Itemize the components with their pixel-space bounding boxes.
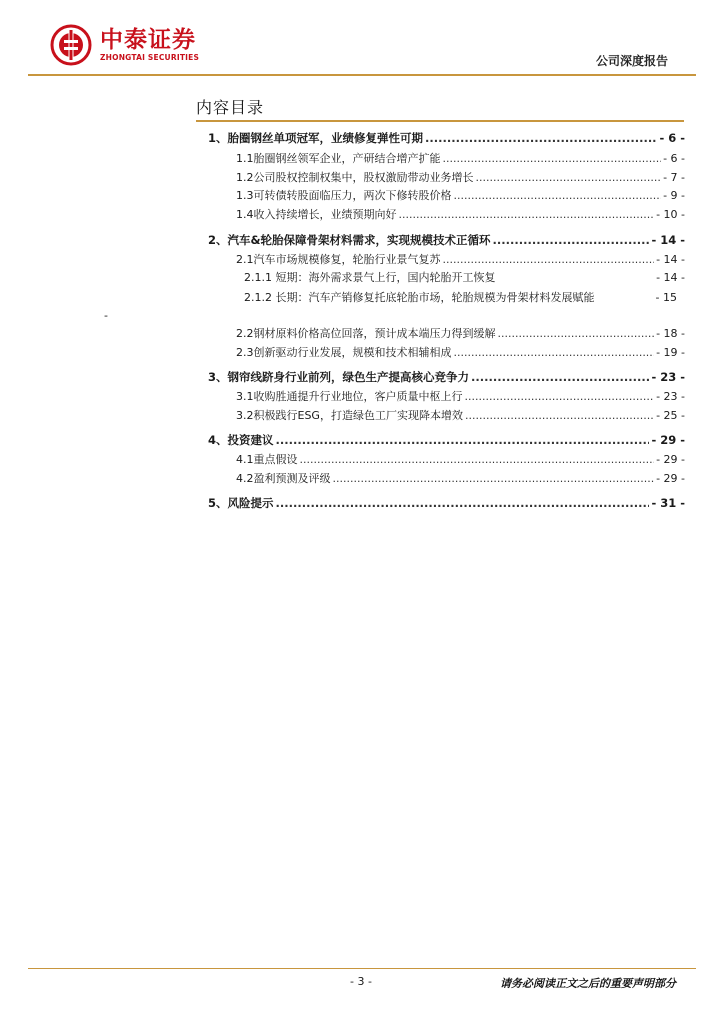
toc-entry-text: 盈利预测及评级	[253, 472, 331, 485]
toc-entry-number: 1、	[208, 131, 228, 145]
toc-entry[interactable]	[208, 433, 685, 447]
toc-entry[interactable]	[208, 370, 685, 384]
toc-entry-text: 投资建议	[227, 433, 274, 447]
disclaimer-note: 请务必阅读正文之后的重要声明部分	[500, 977, 676, 990]
logo-english-name: ZHONGTAI SECURITIES	[100, 53, 200, 62]
toc-entry-page: - 29 -	[656, 453, 685, 466]
toc-entry-page: - 10 -	[656, 208, 685, 221]
toc-leader-dots	[454, 189, 662, 203]
toc-leader-dots	[454, 346, 655, 360]
toc-entry-page: - 19 -	[656, 346, 685, 359]
toc-entry-page: - 29 -	[651, 433, 685, 447]
toc-entry-number: 4.1	[236, 453, 254, 466]
toc-entry-text: 汽车&轮胎保障骨架材料需求，实现规模技术正循环	[227, 233, 491, 247]
toc-entry-page: - 9 -	[663, 189, 685, 202]
page-number: - 3 -	[350, 975, 372, 988]
footer-divider	[28, 968, 696, 969]
toc-title-underline	[196, 120, 684, 122]
toc-entry-page: - 14 -	[656, 271, 685, 284]
toc-entry-number: 2.1.1	[244, 271, 272, 284]
toc-entry-page: - 7 -	[663, 171, 685, 184]
wrapped-page-suffix: -	[104, 309, 108, 322]
toc-entry-number: 3.1	[236, 390, 254, 403]
toc-leader-dots	[300, 453, 655, 467]
toc-entry[interactable]	[236, 453, 685, 467]
toc-entry-number: 1.2	[236, 171, 254, 184]
toc-entry[interactable]	[208, 131, 685, 145]
toc-entry-text: 收购胜通提升行业地位，客户质量中枢上行	[253, 390, 463, 403]
logo-chinese-name: 中泰证券	[100, 27, 196, 53]
toc-entry-number: 4.2	[236, 472, 254, 485]
toc-entry-number: 2.2	[236, 327, 254, 340]
company-logo	[50, 24, 199, 66]
toc-leader-dots	[498, 327, 655, 341]
toc-entry-number: 2.1.2	[244, 291, 272, 304]
toc-leader-dots	[333, 472, 655, 486]
toc-entry-number: 4、	[208, 433, 228, 447]
toc-leader-dots	[276, 496, 650, 510]
toc-entry[interactable]	[236, 208, 685, 222]
toc-entry-text: 创新驱动行业发展，规模和技术相辅相成	[253, 346, 452, 359]
toc-entry-page: - 25 -	[656, 409, 685, 422]
toc-entry[interactable]	[236, 171, 685, 185]
toc-entry-page: - 18 -	[656, 327, 685, 340]
zhongtai-logo-icon	[50, 24, 92, 66]
toc-leader-dots	[425, 131, 657, 145]
toc-leader-dots	[465, 409, 654, 423]
toc-entry-number: 3.2	[236, 409, 254, 422]
toc-entry-text: 钢帘线跻身行业前列，绿色生产提高核心竞争力	[227, 370, 470, 384]
toc-title: 内容目录	[196, 98, 265, 117]
toc-entry[interactable]	[236, 327, 685, 341]
toc-entry-page: - 14 -	[651, 233, 685, 247]
toc-entry-text: 短期：海外需求景气上行，国内轮胎开工恢复	[275, 271, 496, 284]
toc-entry[interactable]	[244, 291, 677, 305]
toc-leader-dots	[276, 433, 650, 447]
toc-entry[interactable]	[236, 409, 685, 423]
toc-entry-text: 钢材原料价格高位回落，预计成本端压力得到缓解	[253, 327, 496, 340]
toc-entry-text: 可转债转股面临压力，两次下修转股价格	[253, 189, 452, 202]
toc-entry-text: 胎圈钢丝领军企业，产研结合增产扩能	[253, 152, 441, 165]
toc-entry-page: - 14 -	[656, 253, 685, 266]
toc-entry-text: 收入持续增长，业绩预期向好	[253, 208, 397, 221]
toc-entry-number: 1.3	[236, 189, 254, 202]
toc-entry-number: 5、	[208, 496, 228, 510]
toc-entry-text: 积极践行ESG，打造绿色工厂实现降本增效	[253, 409, 463, 422]
toc-entry[interactable]	[236, 472, 685, 486]
toc-entry[interactable]	[208, 496, 685, 510]
toc-entry-text: 胎圈钢丝单项冠军，业绩修复弹性可期	[227, 131, 424, 145]
toc-entry-text: 风险提示	[227, 496, 274, 510]
toc-entry[interactable]	[244, 271, 685, 285]
toc-entry[interactable]	[236, 390, 685, 404]
toc-entry[interactable]	[236, 346, 685, 360]
toc-entry[interactable]	[208, 233, 685, 247]
toc-entry-number: 2.1	[236, 253, 254, 266]
toc-entry-text: 长期：汽车产销修复托底轮胎市场，轮胎规模为骨架材料发展赋能	[275, 291, 595, 304]
toc-entry[interactable]	[236, 152, 685, 166]
toc-entry-page: - 23 -	[651, 370, 685, 384]
toc-entry-number: 1.4	[236, 208, 254, 221]
toc-leader-dots	[465, 390, 655, 404]
header-divider	[28, 74, 696, 76]
toc-entry-number: 3、	[208, 370, 228, 384]
toc-leader-dots	[443, 253, 655, 267]
toc-entry-text: 公司股权控制权集中，股权激励带动业务增长	[253, 171, 474, 184]
toc-entry-page: - 31 -	[651, 496, 685, 510]
toc-leader-dots	[443, 152, 662, 166]
toc-entry-page: - 15	[655, 291, 677, 304]
toc-entry-number: 1.1	[236, 152, 254, 165]
toc-leader-dots	[471, 370, 649, 384]
toc-entry-page: - 29 -	[656, 472, 685, 485]
toc-leader-dots	[493, 233, 650, 247]
toc-entry-text: 重点假设	[253, 453, 298, 466]
toc-entry-text: 汽车市场规模修复，轮胎行业景气复苏	[253, 253, 441, 266]
toc-entry-page: - 6 -	[659, 131, 685, 145]
report-type-label: 公司深度报告	[595, 54, 668, 68]
toc-entry-number: 2.3	[236, 346, 254, 359]
toc-entry-page: - 6 -	[663, 152, 685, 165]
toc-leader-dots	[399, 208, 655, 222]
toc-entry-number: 2、	[208, 233, 228, 247]
toc-entry[interactable]	[236, 189, 685, 203]
toc-leader-dots	[476, 171, 662, 185]
toc-entry-page: - 23 -	[656, 390, 685, 403]
toc-entry[interactable]	[236, 253, 685, 267]
